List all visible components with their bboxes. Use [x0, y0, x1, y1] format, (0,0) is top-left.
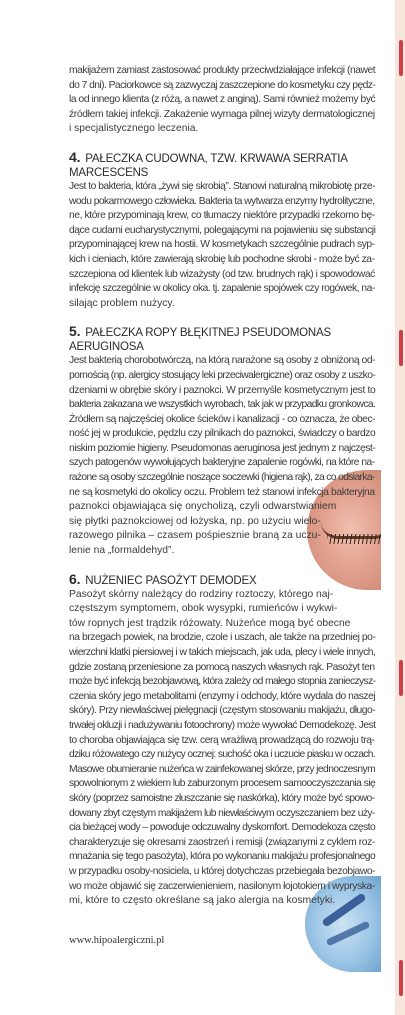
edge-tab-marker — [399, 330, 403, 366]
text-line: spowolnionym z wiekiem lub zaburzonym procesem samooczyszczania się — [69, 778, 376, 790]
text-line: cia bieżącej wody – powoduje odczuwalny dyskomfort. Demodekoza często — [69, 822, 376, 834]
text-line: infekcję szczególnie w okolicy oka. tj. zapalenie spojówek czy rogówek, na- — [69, 283, 375, 295]
text-line: ne, które przypominają krew, co tłumaczy niektóre przypadki rzekomo bę- — [69, 210, 375, 222]
text-line: kich i cieniach, które zawierają skrobię lub pochodne skrobi - może być za- — [69, 253, 375, 265]
text-line: mnażania się tego pasożyta), która po wykonaniu makijażu profesjonalnego — [69, 851, 376, 863]
text-line: źródłem takiej infekcji. Zakażenie wymaga pilnej wizyty dermatologicznej — [69, 108, 375, 120]
text-line: tów ropnych jest trądzik różowaty. Nużeńce mogą być obecne — [69, 617, 351, 629]
section-body-4 — [69, 180, 375, 311]
article-column — [69, 64, 375, 909]
section-number: 6. — [69, 570, 81, 587]
text-line: niskim poziomie higieny. Pseudomonas aeruginosa jest jednym z najczęst- — [69, 442, 376, 454]
text-line: lenie na „formaldehyd”. — [69, 545, 175, 557]
text-line: w przypadku osoby-nosiciela, u której dotychczas przebiegała bezobjawo- — [69, 865, 376, 877]
text-line: czenia skóry jego metabolitami (enzymy i odchody, które wydala do naszej — [69, 690, 376, 702]
section-heading-4 — [69, 150, 375, 180]
section-body-5 — [69, 354, 375, 558]
text-line: ność jej w produkcie, pędzlu czy pilnikach do paznokci, świadczy o bardzo — [69, 428, 376, 440]
text-line: Źródłem są najczęściej okolice ścieków i kanalizacji - co oznacza, że obec- — [69, 413, 376, 425]
intro-paragraph — [69, 64, 375, 137]
text-line: przypominającej krew na hostii. W kosmetykach szczególnie pudrach syp- — [69, 239, 375, 251]
text-line: i specjalistycznego leczenia. — [69, 123, 199, 135]
text-line: może być infekcją bezobjawową, która zależy od małego stopnia zanieczysz- — [69, 676, 376, 688]
text-line: dące cudami eucharystycznymi, polegającymi na pojawieniu się substancji — [69, 224, 376, 236]
text-line: szych patogenów wywołujących bakteryjne zapalenie rogówki, na które na- — [69, 457, 375, 469]
text-line: la od innego klienta (z różą, a nawet z anginą). Sami również możemy być — [69, 94, 376, 106]
section-title: PAŁECZKA CUDOWNA, TZW. KRWAWA SERRATIA MARCESCENS — [69, 152, 348, 179]
text-line: dzeniami w obrębie skóry i paznokci. W przemyśle kosmetycznym jest to — [69, 384, 376, 396]
section-title: PAŁECZKA ROPY BŁĘKITNEJ PSEUDOMONAS AERUGINOSA — [69, 327, 331, 354]
section-body-6 — [69, 588, 375, 909]
text-line: do 7 dni). Paciorkowce są zazwyczaj zaszczepione do kosmetyku czy pędz- — [69, 79, 376, 91]
text-line: szczepiona od klientek lub wizażysty (od tzw. brudnych rąk) i spowodować — [69, 268, 375, 280]
text-line: ne są kosmetyki do okolicy oczu. Problem też stanowi infekcja bakteryjna — [69, 486, 375, 498]
text-line: razowego pilnika – czasem pośpiesznie braną za uczu- — [69, 530, 321, 542]
page-edge-strip — [395, 0, 405, 1015]
section-heading-5 — [69, 324, 375, 354]
text-line: na brzegach powiek, na brodzie, czole i uszach, ale także na przedniej po- — [69, 632, 376, 644]
text-line: trwałej okluzji i nadużywaniu fotoochrony) może wywołać Demodekozę. Jest — [69, 719, 376, 731]
text-line: makijażem zamiast zastosować produkty przeciwdziałające infekcji (nawet — [69, 65, 376, 76]
text-line: Jest to bakteria, która „żywi się skrobią”. Stanowi naturalną mikrobiotę prze- — [69, 180, 376, 192]
text-line: wierzchni klatki piersiowej i w takich miejscach, jak uda, plecy i wiele innych, — [69, 647, 376, 658]
text-line: wo może objawić się zaczerwienieniem, nasilonym łojotokiem i wypryska- — [69, 880, 375, 892]
text-line: częstszym symptomem, obok wysypki, rumieńców i wykwi- — [69, 603, 338, 615]
text-line: Pasożyt skórny należący do rodziny roztoczy, którego naj- — [69, 588, 334, 600]
demodex-mite-shape — [326, 921, 371, 947]
edge-tab-marker — [399, 660, 403, 696]
text-line: gdzie zostaną przeniesione za pomocą naszych własnych rąk. Pasożyt ten — [69, 661, 375, 673]
section-title: NUŻENIEC PASOŻYT DEMODEX — [85, 574, 257, 587]
section-heading-6 — [69, 572, 375, 588]
text-line: to choroba objawiająca się tzw. cerą wrażliwą prowadzącą do rozwoju trą- — [69, 734, 375, 746]
text-line: rażone są osoby szczególnie noszące soczewki (higiena rąk), za co odsiarka- — [69, 472, 375, 484]
text-line: Jest bakterią chorobotwórczą, na którą narażone są osoby z obniżoną od- — [69, 355, 376, 367]
text-line: skóry (poprzez samoistne złuszczanie się naskórka), który może być spowo- — [69, 792, 375, 804]
text-line: Masowe obumieranie nużeńca w zainfekowanej skórze, przy jednoczesnym — [69, 763, 376, 775]
text-line: paznokci objawiająca się onycholizą, czyli odwarstwianiem — [69, 501, 337, 513]
section-number: 5. — [69, 323, 81, 340]
text-line: mi, które to często określane są jako alergia na kosmetyki. — [69, 895, 336, 907]
text-line: pornością (np. alergicy stosujący leki przeciwalergiczne) oraz osoby z uszko- — [69, 369, 376, 381]
text-line: dowany zbyt częstym makijażem lub niewłaściwym oczyszczaniem bez uży- — [69, 807, 375, 819]
edge-tab-marker — [399, 40, 403, 76]
text-line: silając problem nużycy. — [69, 297, 175, 309]
section-number: 4. — [69, 148, 81, 165]
website-url: www.hipoalergiczni.pl — [69, 935, 165, 946]
text-line: dziku różowatego czy nużycy ocznej: suchość oka i uczucie piasku w oczach. — [69, 749, 376, 761]
text-line: się płytki paznokciowej od łożyska, np. po użyciu wielo- — [69, 515, 321, 527]
text-line: skóry). Przy niewłaściwej pielęgnacji (częstym stosowaniu makijażu, długo- — [69, 705, 376, 717]
text-line: wodu pokarmowego człowieka. Bakteria ta wytwarza enzymy hydrolityczne, — [69, 195, 375, 207]
text-line: charakteryzuje się okresami zaostrzeń i remisji (związanymi z cyklem roz- — [69, 836, 375, 848]
edge-tab-marker — [399, 960, 403, 996]
text-line: bakteria zakazana we wszystkich wyrobach, tak jak w przypadku gronkowca. — [69, 399, 376, 411]
